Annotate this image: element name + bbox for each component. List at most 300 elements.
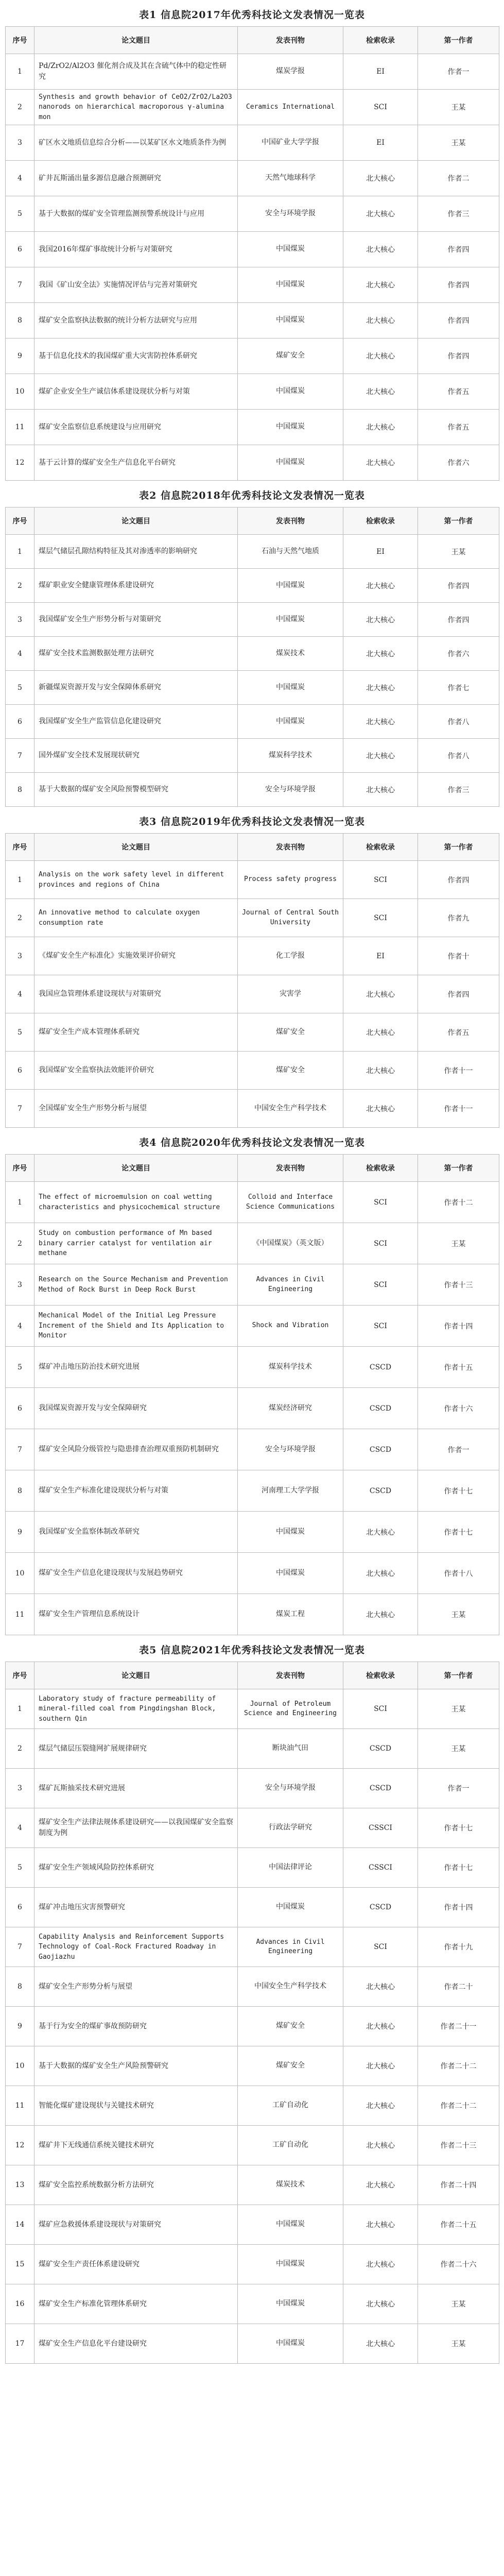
row-number: 2 [6, 569, 34, 603]
paper-title: Analysis on the work safety level in different provinces and regions of China [34, 861, 238, 899]
paper-title: 煤矿安全生产法律法规体系建设研究——以我国煤矿安全监察制度为例 [34, 1808, 238, 1848]
journal-name: 中国煤炭 [238, 2205, 343, 2245]
paper-title: 煤矿安全生产领域风险防控体系研究 [34, 1848, 238, 1888]
journal-name: 安全与环境学报 [238, 196, 343, 232]
row-number: 4 [6, 637, 34, 671]
first-author: 作者四 [418, 303, 499, 338]
journal-name: 煤矿安全 [238, 2046, 343, 2086]
row-number: 3 [6, 1264, 34, 1306]
index-type: 北大核心 [343, 637, 418, 671]
journal-name: Shock and Vibration [238, 1306, 343, 1347]
table-row [6, 1769, 499, 1808]
column-header-journal: 发表刊物 [238, 27, 343, 54]
paper-title: 煤矿安全生产信息化平台建设研究 [34, 2324, 238, 2364]
row-number: 10 [6, 1553, 34, 1594]
paper-title: 煤层气储层孔隙结构特征及其对渗透率的影响研究 [34, 535, 238, 569]
first-author: 作者九 [418, 899, 499, 937]
column-header-author: 第一作者 [418, 1155, 499, 1182]
paper-title: Laboratory study of fracture permeability of mineral-filled coal from Pingdingshan Block, southern Qin [34, 1689, 238, 1729]
row-number: 11 [6, 410, 34, 445]
table-row [6, 861, 499, 899]
table-row [6, 1429, 499, 1470]
index-type: EI [343, 54, 418, 90]
first-author: 作者二十五 [418, 2205, 499, 2245]
row-number: 11 [6, 1594, 34, 1635]
row-number: 9 [6, 2007, 34, 2046]
index-type: SCI [343, 1927, 418, 1967]
first-author: 作者四 [418, 569, 499, 603]
table-row [6, 125, 499, 161]
first-author: 作者二十四 [418, 2165, 499, 2205]
row-number: 6 [6, 1888, 34, 1927]
index-type: SCI [343, 90, 418, 125]
row-number: 7 [6, 267, 34, 303]
first-author: 王某 [418, 90, 499, 125]
index-type: CSCD [343, 1769, 418, 1808]
journal-name: 煤矿安全 [238, 338, 343, 374]
paper-title: An innovative method to calculate oxygen consumption rate [34, 899, 238, 937]
first-author: 作者十一 [418, 1052, 499, 1090]
journal-name: 中国煤炭 [238, 267, 343, 303]
index-type: 北大核心 [343, 2245, 418, 2284]
journal-name: 煤矿安全 [238, 1013, 343, 1052]
table-row [6, 637, 499, 671]
paper-title: 我国应急管理体系建设现状与对策研究 [34, 975, 238, 1013]
index-type: EI [343, 125, 418, 161]
journal-name: Journal of Central South University [238, 899, 343, 937]
row-number: 9 [6, 338, 34, 374]
row-number: 10 [6, 374, 34, 410]
paper-title: 《煤矿安全生产标准化》实施效果评价研究 [34, 937, 238, 975]
paper-title: 我国《矿山安全法》实施情况评估与完善对策研究 [34, 267, 238, 303]
index-type: CSCD [343, 1388, 418, 1429]
header-row [6, 834, 499, 861]
index-type: 北大核心 [343, 267, 418, 303]
table-row [6, 2245, 499, 2284]
paper-title: 煤矿安全监控系统数据分析方法研究 [34, 2165, 238, 2205]
index-type: CSCD [343, 1470, 418, 1512]
first-author: 作者一 [418, 54, 499, 90]
paper-title: 煤矿井下无线通信系统关键技术研究 [34, 2126, 238, 2165]
table-row [6, 1264, 499, 1306]
first-author: 作者四 [418, 232, 499, 267]
paper-title: 煤矿安全生产标准化建设现状分析与对策 [34, 1470, 238, 1512]
paper-title: 煤层气储层压裂缝网扩展规律研究 [34, 1729, 238, 1769]
column-header-no: 序号 [6, 1662, 34, 1689]
table-row [6, 1927, 499, 1967]
index-type: 北大核心 [343, 1090, 418, 1128]
first-author: 作者五 [418, 1013, 499, 1052]
table-title: 表5 信息院2021年优秀科技论文发表情况一览表 [139, 1645, 365, 1656]
row-number: 2 [6, 90, 34, 125]
header-row [6, 27, 499, 54]
paper-title: 矿井瓦斯涌出量多源信息融合预测研究 [34, 161, 238, 196]
row-number: 6 [6, 1388, 34, 1429]
index-type: CSSCI [343, 1808, 418, 1848]
index-type: SCI [343, 899, 418, 937]
journal-name: Process safety progress [238, 861, 343, 899]
row-number: 14 [6, 2205, 34, 2245]
table-row [6, 1013, 499, 1052]
table-row [6, 1729, 499, 1769]
row-number: 1 [6, 54, 34, 90]
index-type: 北大核心 [343, 2046, 418, 2086]
first-author: 作者十九 [418, 1927, 499, 1967]
first-author: 王某 [418, 1594, 499, 1635]
paper-title: 煤矿瓦斯抽采技术研究进展 [34, 1769, 238, 1808]
first-author: 作者十一 [418, 1090, 499, 1128]
journal-name: 灾害学 [238, 975, 343, 1013]
first-author: 作者四 [418, 267, 499, 303]
index-type: CSCD [343, 1347, 418, 1388]
journal-name: 中国安全生产科学技术 [238, 1967, 343, 2007]
row-number: 13 [6, 2165, 34, 2205]
row-number: 7 [6, 1429, 34, 1470]
journal-name: 中国安全生产科学技术 [238, 1090, 343, 1128]
table-section [5, 481, 499, 807]
table-row [6, 2046, 499, 2086]
journal-name: 《中国煤炭》（英文版） [238, 1223, 343, 1264]
first-author: 作者二十二 [418, 2086, 499, 2126]
first-author: 作者二十二 [418, 2046, 499, 2086]
first-author: 作者二十一 [418, 2007, 499, 2046]
table-row [6, 1512, 499, 1553]
first-author: 作者十七 [418, 1848, 499, 1888]
index-type: 北大核心 [343, 1594, 418, 1635]
index-type: EI [343, 535, 418, 569]
column-header-journal: 发表刊物 [238, 1155, 343, 1182]
first-author: 作者十 [418, 937, 499, 975]
publication-table [5, 833, 499, 1128]
first-author: 作者六 [418, 445, 499, 481]
first-author: 王某 [418, 2324, 499, 2364]
paper-title: Capability Analysis and Reinforcement Supports Technology of Coal-Rock Fractured Roadway in Gaojiazhu [34, 1927, 238, 1967]
paper-title: 煤矿冲击地压防治技术研究进展 [34, 1347, 238, 1388]
paper-title: 我国煤炭资源开发与安全保障研究 [34, 1388, 238, 1429]
column-header-no: 序号 [6, 27, 34, 54]
row-number: 3 [6, 125, 34, 161]
index-type: 北大核心 [343, 569, 418, 603]
first-author: 作者五 [418, 374, 499, 410]
table-row [6, 739, 499, 773]
table-title: 表2 信息院2018年优秀科技论文发表情况一览表 [139, 490, 365, 501]
table-row [6, 2324, 499, 2364]
paper-title: 基于行为安全的煤矿事故预防研究 [34, 2007, 238, 2046]
paper-title: 我国煤矿安全监察执法效能评价研究 [34, 1052, 238, 1090]
column-header-no: 序号 [6, 507, 34, 535]
row-number: 9 [6, 1512, 34, 1553]
first-author: 作者十二 [418, 1182, 499, 1223]
table-row [6, 232, 499, 267]
first-author: 作者十七 [418, 1512, 499, 1553]
journal-name: 中国煤炭 [238, 671, 343, 705]
journal-name: 中国煤炭 [238, 705, 343, 739]
column-header-author: 第一作者 [418, 27, 499, 54]
index-type: SCI [343, 1223, 418, 1264]
first-author: 作者二十 [418, 1967, 499, 2007]
journal-name: 中国煤炭 [238, 303, 343, 338]
row-number: 1 [6, 535, 34, 569]
first-author: 作者十六 [418, 1388, 499, 1429]
column-header-index: 检索收录 [343, 27, 418, 54]
journal-name: 煤炭经济研究 [238, 1388, 343, 1429]
column-header-index: 检索收录 [343, 1155, 418, 1182]
journal-name: 中国法律评论 [238, 1848, 343, 1888]
row-number: 1 [6, 1689, 34, 1729]
first-author: 作者四 [418, 603, 499, 637]
paper-title: 我国2016年煤矿事故统计分析与对策研究 [34, 232, 238, 267]
index-type: 北大核心 [343, 2284, 418, 2324]
column-header-title: 论文题目 [34, 1662, 238, 1689]
index-type: 北大核心 [343, 374, 418, 410]
first-author: 作者七 [418, 671, 499, 705]
table-row [6, 1553, 499, 1594]
row-number: 3 [6, 1769, 34, 1808]
first-author: 作者十四 [418, 1306, 499, 1347]
row-number: 5 [6, 1848, 34, 1888]
column-header-title: 论文题目 [34, 834, 238, 861]
index-type: 北大核心 [343, 338, 418, 374]
table-row [6, 1388, 499, 1429]
table-row [6, 1967, 499, 2007]
row-number: 5 [6, 1013, 34, 1052]
first-author: 王某 [418, 2284, 499, 2324]
table-row [6, 2284, 499, 2324]
table-row [6, 975, 499, 1013]
publication-table [5, 1154, 499, 1635]
paper-title: Mechanical Model of the Initial Leg Pressure Increment of the Shield and Its Application to Monitor [34, 1306, 238, 1347]
first-author: 作者六 [418, 637, 499, 671]
index-type: SCI [343, 1306, 418, 1347]
table-row [6, 161, 499, 196]
index-type: 北大核心 [343, 1967, 418, 2007]
journal-name: 煤炭技术 [238, 2165, 343, 2205]
first-author: 王某 [418, 125, 499, 161]
paper-title: 煤矿安全生产责任体系建设研究 [34, 2245, 238, 2284]
index-type: 北大核心 [343, 1553, 418, 1594]
journal-name: 中国矿业大学学报 [238, 125, 343, 161]
journal-name: 中国煤炭 [238, 2324, 343, 2364]
table-section [5, 1635, 499, 2364]
table-row [6, 54, 499, 90]
index-type: 北大核心 [343, 410, 418, 445]
paper-title: 煤矿安全监察信息系统建设与应用研究 [34, 410, 238, 445]
paper-title: 煤矿企业安全生产诚信体系建设现状分析与对策 [34, 374, 238, 410]
journal-name: Colloid and Interface Science Communications [238, 1182, 343, 1223]
table-section [5, 0, 499, 481]
journal-name: 中国煤炭 [238, 569, 343, 603]
column-header-journal: 发表刊物 [238, 1662, 343, 1689]
row-number: 1 [6, 861, 34, 899]
index-type: 北大核心 [343, 975, 418, 1013]
row-number: 10 [6, 2046, 34, 2086]
row-number: 2 [6, 1729, 34, 1769]
journal-name: 煤炭科学技术 [238, 739, 343, 773]
journal-name: Advances in Civil Engineering [238, 1264, 343, 1306]
first-author: 王某 [418, 1689, 499, 1729]
paper-title: 煤矿安全生产形势分析与展望 [34, 1967, 238, 2007]
row-number: 5 [6, 196, 34, 232]
index-type: CSSCI [343, 1848, 418, 1888]
header-row [6, 507, 499, 535]
journal-name: 天然气地球科学 [238, 161, 343, 196]
journal-name: Advances in Civil Engineering [238, 1927, 343, 1967]
index-type: 北大核心 [343, 2126, 418, 2165]
row-number: 3 [6, 603, 34, 637]
first-author: 作者二十六 [418, 2245, 499, 2284]
index-type: 北大核心 [343, 1052, 418, 1090]
table-row [6, 1470, 499, 1512]
column-header-no: 序号 [6, 1155, 34, 1182]
index-type: 北大核心 [343, 739, 418, 773]
table-row [6, 1689, 499, 1729]
table-row [6, 445, 499, 481]
row-number: 4 [6, 1306, 34, 1347]
paper-title: 煤矿职业安全健康管理体系建设研究 [34, 569, 238, 603]
row-number: 3 [6, 937, 34, 975]
table-row [6, 899, 499, 937]
table-row [6, 1182, 499, 1223]
paper-title: 我国煤矿安全生产形势分析与对策研究 [34, 603, 238, 637]
index-type: 北大核心 [343, 2205, 418, 2245]
paper-title: 基于大数据的煤矿安全生产风险预警研究 [34, 2046, 238, 2086]
journal-name: 煤矿安全 [238, 2007, 343, 2046]
row-number: 7 [6, 1927, 34, 1967]
journal-name: 石油与天然气地质 [238, 535, 343, 569]
row-number: 6 [6, 705, 34, 739]
first-author: 作者十八 [418, 1553, 499, 1594]
first-author: 作者四 [418, 338, 499, 374]
table-row [6, 338, 499, 374]
row-number: 16 [6, 2284, 34, 2324]
journal-name: 工矿自动化 [238, 2126, 343, 2165]
index-type: 北大核心 [343, 196, 418, 232]
first-author: 作者二十三 [418, 2126, 499, 2165]
first-author: 作者五 [418, 410, 499, 445]
journal-name: 煤炭学报 [238, 54, 343, 90]
first-author: 作者一 [418, 1769, 499, 1808]
index-type: 北大核心 [343, 2086, 418, 2126]
index-type: 北大核心 [343, 1512, 418, 1553]
table-section [5, 807, 499, 1128]
journal-name: 中国煤炭 [238, 445, 343, 481]
table-section [5, 1128, 499, 1635]
table-row [6, 374, 499, 410]
table-row [6, 705, 499, 739]
journal-name: 中国煤炭 [238, 232, 343, 267]
table-row [6, 1306, 499, 1347]
first-author: 王某 [418, 1223, 499, 1264]
paper-title: 基于信息化技术的我国煤矿重大灾害防控体系研究 [34, 338, 238, 374]
journal-name: 煤矿安全 [238, 1052, 343, 1090]
table-row [6, 1888, 499, 1927]
first-author: 作者二 [418, 161, 499, 196]
index-type: SCI [343, 1264, 418, 1306]
table-row [6, 2086, 499, 2126]
row-number: 12 [6, 2126, 34, 2165]
table-row [6, 1808, 499, 1848]
row-number: 8 [6, 773, 34, 807]
paper-title: 煤矿安全生产成本管理体系研究 [34, 1013, 238, 1052]
journal-name: 中国煤炭 [238, 1553, 343, 1594]
table-row [6, 1052, 499, 1090]
table-row [6, 410, 499, 445]
column-header-index: 检索收录 [343, 834, 418, 861]
column-header-author: 第一作者 [418, 1662, 499, 1689]
table-row [6, 2007, 499, 2046]
first-author: 王某 [418, 1729, 499, 1769]
table-row [6, 937, 499, 975]
paper-title: The effect of microemulsion on coal wetting characteristics and physicochemical structure [34, 1182, 238, 1223]
first-author: 作者十七 [418, 1808, 499, 1848]
journal-name: 中国煤炭 [238, 1512, 343, 1553]
column-header-no: 序号 [6, 834, 34, 861]
publication-table [5, 26, 499, 481]
index-type: 北大核心 [343, 2324, 418, 2364]
table-row [6, 90, 499, 125]
header-row [6, 1155, 499, 1182]
journal-name: 中国煤炭 [238, 2245, 343, 2284]
paper-title: 煤矿安全生产信息化建设现状与发展趋势研究 [34, 1553, 238, 1594]
column-header-title: 论文题目 [34, 1155, 238, 1182]
column-header-title: 论文题目 [34, 507, 238, 535]
row-number: 6 [6, 232, 34, 267]
journal-name: 河南理工大学学报 [238, 1470, 343, 1512]
table-row [6, 671, 499, 705]
index-type: 北大核心 [343, 2165, 418, 2205]
row-number: 2 [6, 899, 34, 937]
paper-title: Research on the Source Mechanism and Prevention Method of Rock Burst in Deep Rock Burst [34, 1264, 238, 1306]
first-author: 作者十三 [418, 1264, 499, 1306]
first-author: 作者八 [418, 739, 499, 773]
table-row [6, 1347, 499, 1388]
table-title: 表4 信息院2020年优秀科技论文发表情况一览表 [139, 1137, 365, 1148]
row-number: 4 [6, 161, 34, 196]
paper-title: 基于大数据的煤矿安全管理监测预警系统设计与应用 [34, 196, 238, 232]
journal-name: 行政法学研究 [238, 1808, 343, 1848]
column-header-index: 检索收录 [343, 507, 418, 535]
column-header-index: 检索收录 [343, 1662, 418, 1689]
first-author: 作者十七 [418, 1470, 499, 1512]
first-author: 作者一 [418, 1429, 499, 1470]
journal-name: 化工学报 [238, 937, 343, 975]
first-author: 作者四 [418, 861, 499, 899]
row-number: 17 [6, 2324, 34, 2364]
first-author: 作者四 [418, 975, 499, 1013]
row-number: 1 [6, 1182, 34, 1223]
paper-title: Study on combustion performance of Mn based binary carrier catalyst for ventilation air methane [34, 1223, 238, 1264]
column-header-journal: 发表刊物 [238, 507, 343, 535]
row-number: 6 [6, 1052, 34, 1090]
paper-title: 我国煤矿安全生产监管信息化建设研究 [34, 705, 238, 739]
row-number: 5 [6, 671, 34, 705]
index-type: SCI [343, 1689, 418, 1729]
publication-table [5, 1662, 499, 2364]
paper-title: 全国煤矿安全生产形势分析与展望 [34, 1090, 238, 1128]
index-type: 北大核心 [343, 1013, 418, 1052]
journal-name: 煤炭工程 [238, 1594, 343, 1635]
index-type: 北大核心 [343, 303, 418, 338]
table-title: 表3 信息院2019年优秀科技论文发表情况一览表 [139, 816, 365, 827]
table-row [6, 569, 499, 603]
row-number: 8 [6, 1967, 34, 2007]
column-header-author: 第一作者 [418, 834, 499, 861]
journal-name: 安全与环境学报 [238, 1769, 343, 1808]
row-number: 4 [6, 975, 34, 1013]
paper-title: 煤矿安全风险分级管控与隐患排查治理双重预防机制研究 [34, 1429, 238, 1470]
journal-name: 中国煤炭 [238, 374, 343, 410]
journal-name: 安全与环境学报 [238, 1429, 343, 1470]
